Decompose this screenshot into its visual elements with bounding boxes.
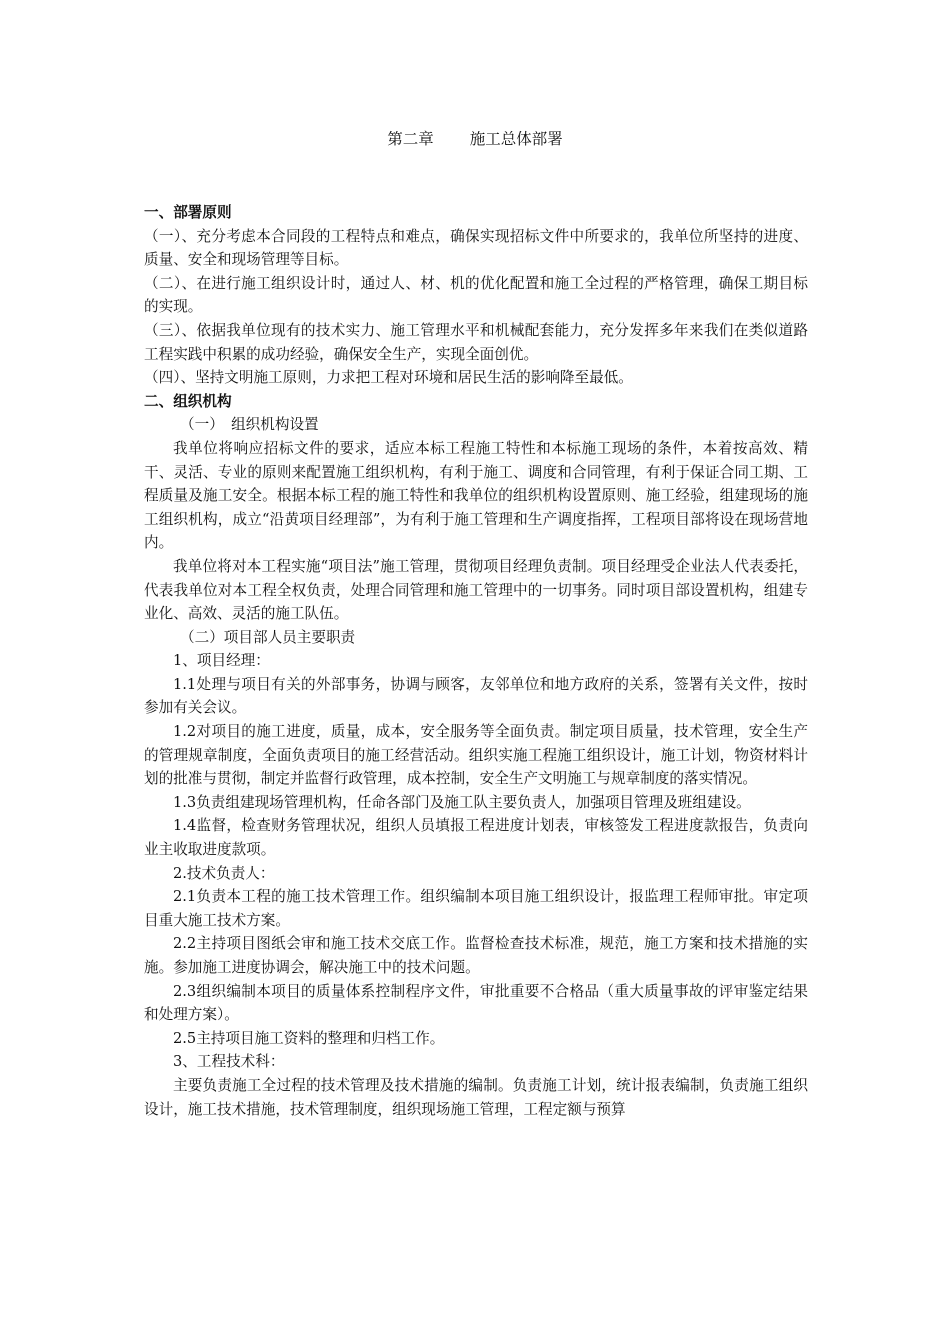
- paragraph: 2.1负责本工程的施工技术管理工作。组织编制本项目施工组织设计，报监理工程师审批。审定项目重大施工技术方案。: [144, 888, 808, 929]
- chapter-number: 第二章: [387, 130, 434, 148]
- paragraph: 1.1处理与项目有关的外部事务，协调与顾客，友邻单位和地方政府的关系，签署有关文件，按时参加有关会议。: [144, 675, 808, 717]
- paragraph: （一）、充分考虑本合同段的工程特点和难点，确保实现招标文件中所要求的，我单位所坚持的进度、质量、安全和现场管理等目标。: [144, 227, 808, 269]
- paragraph: 我单位将对本工程实施“项目法”施工管理，贯彻项目经理负责制。项目经理受企业法人代表委托，代表我单位对本工程全权负责，处理合同管理和施工管理中的一切事务。同时项目部设置机构，组建专业化、高效、灵活的施工队伍。: [144, 557, 808, 623]
- item-heading: 3、工程技术科：: [173, 1053, 285, 1071]
- chapter-name: 施工总体部署: [469, 130, 563, 148]
- item-heading: 2.技术负责人：: [173, 864, 275, 882]
- paragraph: 我单位将响应招标文件的要求，适应本标工程施工特性和本标施工现场的条件，本着按高效、精干、灵活、专业的原则来配置施工组织机构，有利于施工、调度和合同管理，有利于保证合同工期、工程质量及施工安全。根据本标工程的施工特性和我单位的组织机构设置原则、施工经验，组建现场的施工组织机构，成立“沿黄项目经理部”，为有利于施工管理和生产调度指挥，工程项目部将设在现场营地内。: [144, 439, 808, 552]
- paragraph: 主要负责施工全过程的技术管理及技术措施的编制。负责施工计划，统计报表编制，负责施工组织设计，施工技术措施，技术管理制度，组织现场施工管理，工程定额与预算: [144, 1076, 808, 1118]
- paragraph: 2.2主持项目图纸会审和施工技术交底工作。监督检查技术标准，规范，施工方案和技术措施的实施。参加施工进度协调会，解决施工中的技术问题。: [144, 935, 808, 976]
- paragraph: 2.5主持项目施工资料的整理和归档工作。: [173, 1029, 445, 1047]
- subsection-heading: （二）项目部人员主要职责: [180, 628, 356, 646]
- section-heading: 二、组织机构: [144, 392, 232, 410]
- paragraph: 1.3负责组建现场管理机构，任命各部门及施工队主要负责人，加强项目管理及班组建设。: [173, 793, 751, 811]
- section-heading: 一、部署原则: [144, 204, 232, 221]
- paragraph: 1.4监督，检查财务管理状况，组织人员填报工程进度计划表，审核签发工程进度款报告，负责向业主收取进度款项。: [144, 817, 808, 859]
- paragraph: 1.2对项目的施工进度，质量，成本，安全服务等全面负责。制定项目质量，技术管理，安全生产的管理规章制度，全面负责项目的施工经营活动。组织实施工程施工组织设计，施工计划，物资材料计划的批准与贯彻，制定并监督行政管理，成本控制，安全生产文明施工与规章制度的落实情况。: [144, 723, 808, 788]
- subsection-heading: （一） 组织机构设置: [180, 416, 319, 434]
- chapter-title: [0, 128, 950, 150]
- paragraph: （四）、坚持文明施工原则，力求把工程对环境和居民生活的影响降至最低。: [144, 369, 633, 387]
- paragraph: （三）、依据我单位现有的技术实力、施工管理水平和机械配套能力，充分发挥多年来我们在类似道路工程实践中积累的成功经验，确保安全生产，实现全面创优。: [144, 321, 808, 363]
- paragraph: 2.3组织编制本项目的质量体系控制程序文件，审批重要不合格品（重大质量事故的评审鉴定结果和处理方案）。: [144, 982, 808, 1024]
- document-body: [144, 201, 808, 1121]
- paragraph: （二）、在进行施工组织设计时，通过人、材、机的优化配置和施工全过程的严格管理，确保工期目标的实现。: [144, 274, 808, 316]
- item-heading: 1、项目经理：: [173, 652, 270, 670]
